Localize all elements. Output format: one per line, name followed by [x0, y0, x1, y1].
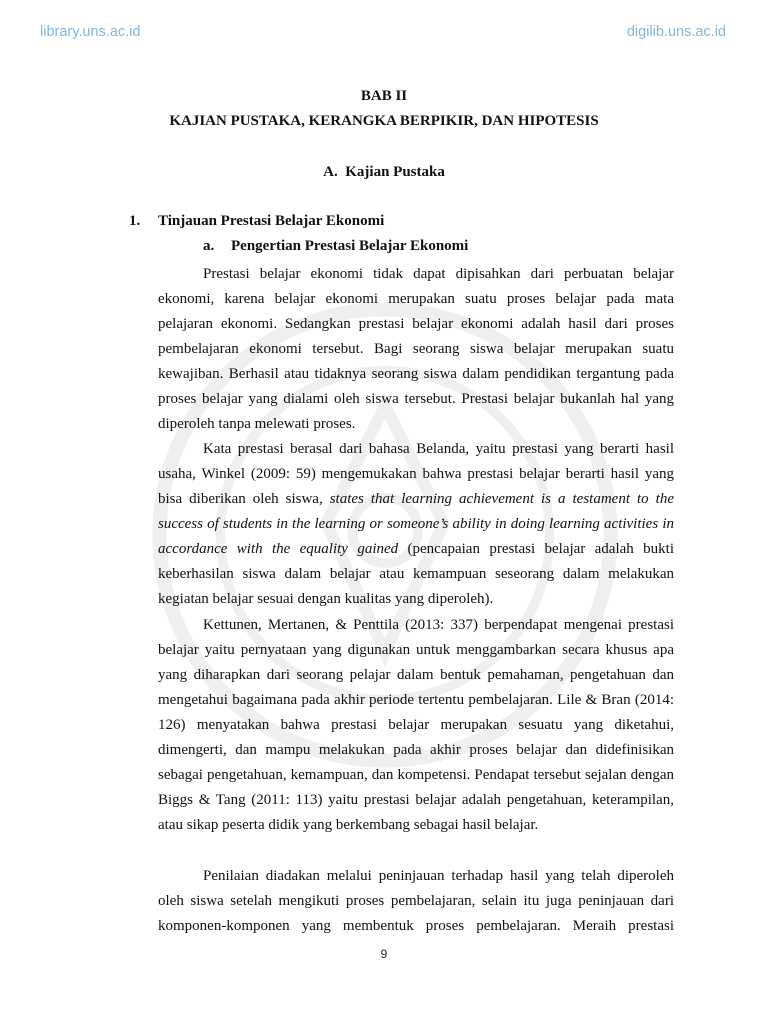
header-digilib-link[interactable]: digilib.uns.ac.id — [626, 24, 726, 40]
sub-subsection-title: Pengertian Prestasi Belajar Ekonomi — [231, 238, 469, 254]
chapter-title: KAJIAN PUSTAKA, KERANGKA BERPIKIR, DAN HIPOTESIS — [169, 113, 599, 129]
paragraph-4 — [158, 864, 674, 939]
paragraph-1 — [158, 262, 674, 437]
subsection-number: 1. — [129, 213, 141, 229]
section-heading: A. Kajian Pustaka — [323, 164, 445, 180]
paragraph-2 — [158, 437, 674, 612]
paragraph-1-text: Prestasi belajar ekonomi tidak dapat dipisahkan dari perbuatan belajar ekonomi, karena belajar ekonomi merupakan suatu proses belajar pada mata pelajaran ekonomi. Sedangkan prestasi belajar ekonomi adalah hasil dari proses pembelajaran ekonomi tersebut. Bagi seorang siswa belajar merupakan suatu kewajiban. Berhasil atau tidaknya seorang siswa dalam pendidikan tergantung pada proses belajar yang dialami oleh siswa tersebut. Prestasi belajar bukanlah hal yang diperoleh tanpa melewati proses. — [158, 266, 674, 432]
sub-subsection-heading — [203, 238, 468, 255]
page-number: 9 — [380, 947, 388, 961]
paragraph-2-text-a: Kata prestasi berasal dari bahasa Belanda, yaitu prestasi yang berarti hasil usaha, Winkel (2009: 59) mengemukakan bahwa prestasi belajar berarti hasil yang bisa diberikan oleh siswa, — [158, 441, 674, 507]
subsection-heading — [129, 213, 384, 230]
paragraph-4-text: Penilaian diadakan melalui peninjauan terhadap hasil yang telah diperoleh oleh siswa setelah mengikuti proses pembelajaran, selain itu juga peninjauan dari komponen-komponen yang membentuk proses pembelajaran. Meraih prestasi — [158, 868, 674, 934]
subsection-title: Tinjauan Prestasi Belajar Ekonomi — [158, 213, 385, 229]
header-library-link[interactable]: library.uns.ac.id — [40, 24, 141, 40]
paragraph-3-text: Kettunen, Mertanen, & Penttila (2013: 337) berpendapat mengenai prestasi belajar yaitu pernyataan yang digunakan untuk menggambarkan secara khusus apa yang diharapkan dari seorang pelajar dalam bentuk pemahaman, pengetahuan dan mengetahui bagaimana pada akhir periode tertentu pembelajaran. Lile & Bran (2014: 126) menyatakan bahwa prestasi belajar merupakan sesuatu yang diketahui, dimengerti, dan mampu melakukan pada akhir proses belajar dan didefinisikan sebagai pengetahuan, kemampuan, dan kompetensi. Pendapat tersebut sejalan dengan Biggs & Tang (2011: 113) yaitu prestasi belajar adalah pengetahuan, keterampilan, atau sikap peserta didik yang berkembang sebagai hasil belajar. — [158, 617, 674, 833]
sub-subsection-number: a. — [203, 238, 215, 254]
paragraph-3 — [158, 613, 674, 838]
paragraph-2-text-b: (pencapaian prestasi belajar adalah bukti keberhasilan siswa dalam belajar atau kemampuan seseorang dalam melakukan kegiatan belajar sesuai dengan kualitas yang diperoleh). — [158, 541, 674, 607]
chapter-label: BAB II — [360, 88, 408, 104]
paragraph-2-italic-quote: states that learning achievement is a testament to the success of students in the learning or someone’s ability in doing learning activities in accordance with the equality gained — [158, 491, 674, 557]
